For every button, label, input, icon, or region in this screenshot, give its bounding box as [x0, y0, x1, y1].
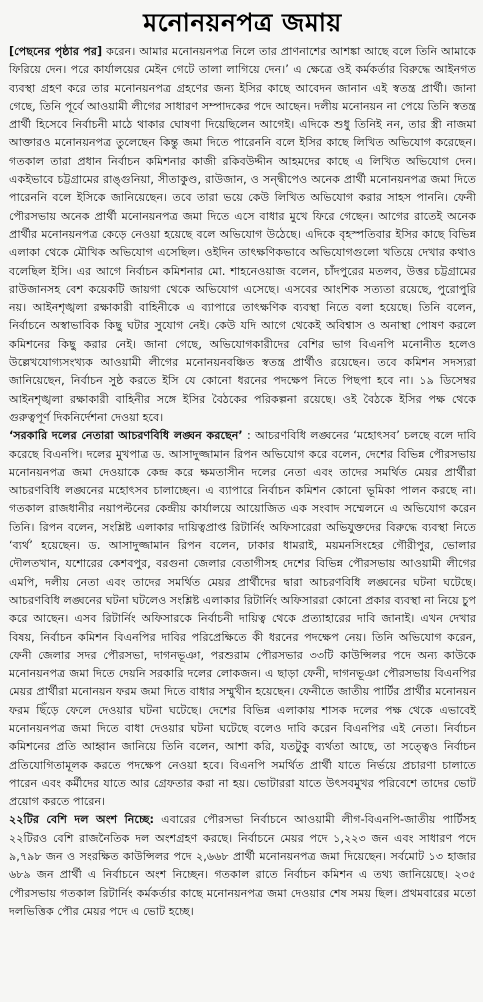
- subheading-parties: ২২টির বেশি দল অংশ নিচ্ছে:: [9, 813, 155, 827]
- paragraph-1-text: করেন। আমার মনোনয়নপত্র নিলে তার প্রাণনাশের আশঙ্কা আছে বলে তিনি আমাকে ফিরিয়ে দেন। পরে কার্যালয়ের মেইন গেটে তালা লাগিয়ে দেন।’ এ ক্ষেত্রে ওই কর্মকর্তার বিরুদ্ধে আইনগত ব্যবস্থা গ্রহণ করে তার মনোনয়নপত্র গ্রহণের জন্য ইসির কাছে আবেদন জানান এই স্বতন্ত্র প্রার্থী। জানা গেছে, তিনি পূর্বে আওয়ামী লীগের সাধারণ সম্পাদকের পদে আছেন। দলীয় মনোনয়ন না পেয়ে তিনি স্বতন্ত্র প্রার্থী হিসেবে নির্বাচনী মাঠে থাকার ঘোষণা দিয়েছিলেন আগেই। এদিকে শুধু তিনিই নন, তার স্ত্রী নাজমা আক্তারও মনোনয়নপত্র তুলেছেন কিন্তু জমা দিতে পারেননি বলে ইসির কাছে লিখিত অভিযোগ করেছেন। গতকাল তারা প্রধান নির্বাচন কমিশনার কাজী রকিবউদ্দীন আহমদের কাছে এ লিখিত অভিযোগ দেন। একইভাবে চট্টগ্রামের রাঙ্গুনিয়া, সীতাকুণ্ড, রাউজান, ও সন্দ্বীপেও অনেক প্রার্থী মনোনয়নপত্র জমা দিতে পারেননি বলে ইসিকে জানিয়েছেন। তবে তারা ভয়ে কেউ লিখিত অভিযোগ করার সাহস পাননি। ফেনী পৌরসভায় অনেক প্রার্থী মনোনয়নপত্র জমা দিতে এসে বাধার মুখে ফিরে গেছেন। আগের রাতেই অনেক প্রার্থীর মনোনয়নপত্র কেড়ে নেওয়া হয়েছে বলে অভিযোগ উঠেছে। এদিকে বৃহস্পতিবার ইসির কাছে বিভিন্ন এলাকা থেকে মৌখিক অভিযোগ এসেছিল। ওইদিন তাৎক্ষণিকভাবে অভিযোগগুলো খতিয়ে দেখার কথাও বলেছিল ইসি। এর আগে নির্বাচন কমিশনার মো. শাহনেওয়াজ বলেন, চাঁদপুরের মতলব, উত্তর চট্টগ্রামের রাউজানসহ বেশ কয়েকটি জায়গা থেকে অভিযোগ এসেছে। এসবের আংশিক সত্যতা রয়েছে, পুরোপুরি নয়। আইনশৃঙ্খলা রক্ষাকারী বাহিনীকে এ ব্যাপারে তাৎক্ষণিক ব্যবস্থা নিতে বলা হয়েছে। তিনি বলেন, নির্বাচনে অস্বাভাবিক কিছু ঘটার সুযোগ নেই। কেউ যদি আগে থেকেই অবিশ্বাস ও অনাস্থা পোষণ করলে কমিশনের কিছু করার নেই। জানা গেছে, অভিযোগকারীদের বেশির ভাগ বিএনপি মনোনীত হলেও উল্লেখযোগ্যসংখ্যক আওয়ামী লীগের মনোনয়নবঞ্চিত স্বতন্ত্র প্রার্থীও রয়েছেন। তবে কমিশন সদস্যরা জানিয়েছেন, নির্বাচন সুষ্ঠ করতে ইসি যে কোনো ধরনের পদক্ষেপ নিতে পিছপা হবে না। ১৯ ডিসেম্বর আইনশৃঙ্খলা রক্ষাকারী বাহিনীর সঙ্গে ইসির বৈঠকের পরিকল্পনা রয়েছে। ওই বৈঠকে ইসির পক্ষ থেকে গুরুত্বপূর্ণ দিকনির্দেশনা দেওয়া হবে।: [9, 45, 476, 424]
- paragraph-2: [9, 427, 476, 811]
- continued-label: [পেছনের পৃষ্ঠার পর]: [9, 45, 103, 58]
- article-body: [9, 43, 476, 921]
- paragraph-3: [9, 811, 476, 921]
- paragraph-1: [9, 43, 476, 427]
- headline: মনোনয়নপত্র জমায়: [143, 8, 342, 37]
- paragraph-3-text: এবারের পৌরসভা নির্বাচনে আওয়ামী লীগ-বিএনপি-জাতীয় পার্টিসহ ২২টিরও বেশি রাজনৈতিক দল অংশগ্রহণ করছে। নির্বাচনে মেয়র পদে ১,২২৩ জন এবং সাধারণ পদে ৯,৭৯৮ জন ও সংরক্ষিত কাউন্সিলর পদে ২,৬৬৮ প্রার্থী মনোনয়নপত্র জমা দিয়েছেন। সর্বমোট ১৩ হাজার ৬৮৯ জন প্রার্থী এ নির্বাচনে অংশ নিচ্ছেন। গতকাল রাতে নির্বাচন কমিশন এ তথ্য জানিয়েছে। ২৩৫ পৌরসভায় গতকাল রিটার্নিং কর্মকর্তার কাছে মনোনয়নপত্র জমা দেওয়ার শেষ সময় ছিল। প্রথমবারের মতো দলভিত্তিক পৌর মেয়র পদে এ ভোট হচ্ছে।: [9, 813, 476, 918]
- paragraph-2-text: : আচরণবিধি লঙ্ঘনের ‘মহোৎসব’ চলছে বলে দাবি করেছে বিএনপি। দলের মুখপাত্র ড. আসাদুজ্জামান রিপন অভিযোগ করে বলেন, দেশের বিভিন্ন পৌরসভায় মনোনয়নপত্র জমা দেওয়াকে কেন্দ্র করে ক্ষমতাসীন দলের নেতা এবং তাদের সমর্থিত মেয়র প্রার্থীরা আচরণবিধি লঙ্ঘনের মহোৎসব চালাচ্ছেন। এ ব্যাপারে নির্বাচন কমিশন কোনো ভূমিকা পালন করছে না। গতকাল রাজধানীর নয়াপল্টনের কেন্দ্রীয় কার্যালয়ে আয়োজিত এক সংবাদ সম্মেলনে এ অভিযোগ করেন তিনি। রিপন বলেন, সংশ্লিষ্ট এলাকার দায়িত্বপ্রাপ্ত রিটার্নিং অফিসারেরা অভিযুক্তদের বিরুদ্ধে ব্যবস্থা নিতে ‘ব্যর্থ’ হয়েছেন। ড. আসাদুজ্জামান রিপন বলেন, ঢাকার ধামরাই, ময়মনসিংহের গৌরীপুর, ভোলার দৌলতখান, যশোরের কেশবপুর, বরগুনা জেলার বেতাগীসহ দেশের বিভিন্ন পৌরসভায় আওয়ামী লীগের এমপি, দলীয় নেতা এবং তাদের সমর্থিত মেয়র প্রার্থীদের দ্বারা আচরণবিধি লঙ্ঘনের ঘটনা ঘটেছে। আচরণবিধি লঙ্ঘনের ঘটনা ঘটলেও সংশ্লিষ্ট এলাকার রিটার্নিং অফিসাররা কোনো প্রকার ব্যবস্থা না নিয়ে চুপ করে আছেন। এসব রিটার্নিং অফিসারকে নির্বাচনী দায়িত্ব থেকে প্রত্যাহারের দাবি জানাই। এখন দেখার বিষয়, নির্বাচন কমিশন বিএনপির দাবির পরিপ্রেক্ষিতে কী ধরনের পদক্ষেপ নেয়। তিনি অভিযোগ করেন, ফেনী জেলার সদর পৌরসভা, দাগনভূঞা, পরশুরাম পৌরসভার ৩৩টি কাউন্সিলর পদে অন্য কাউকে মনোনয়নপত্র জমা দিতে দেয়নি সরকারি দলের লোকজন। এ ছাড়া ফেনী, দাগনভূঞা পৌরসভায় বিএনপির মেয়র প্রার্থীরা মনোনয়ন ফরম জমা দিতে বাধার সম্মুখীন হয়েছেন। ফেনীতে জাতীয় পার্টির প্রার্থীর মনোনয়ন ফরম ছিঁড়ে ফেলে দেওয়ার ঘটনা ঘটেছে। দেশের বিভিন্ন এলাকায় শাসক দলের পক্ষ থেকে এভাবেই মনোনয়নপত্র জমা দিতে বাধা দেওয়ার ঘটনা ঘটেছে বলেও দাবি করেন বিএনপির এই নেতা। নির্বাচন কমিশনের প্রতি আহ্বান জানিয়ে তিনি বলেন, আশা করি, যতটুকু ব্যর্থতা আছে, তা সত্ত্বেও নির্বাচন প্রতিযোগিতামূলক করতে পদক্ষেপ নেওয়া হবে। বিএনপি সমর্থিত প্রার্থী যাতে নির্ভয়ে প্রচারণা চালাতে পারেন এবং কর্মীদের যাতে আর গ্রেফতার করা না হয়। ভোটাররা যাতে উৎসবমুখর পরিবেশে তাদের ভোট প্রয়োগ করতে পারেন।: [9, 429, 476, 809]
- subheading-ruling-party: ‘সরকারি দলের নেতারা আচরণবিধি লঙ্ঘন করছেন’: [9, 429, 243, 443]
